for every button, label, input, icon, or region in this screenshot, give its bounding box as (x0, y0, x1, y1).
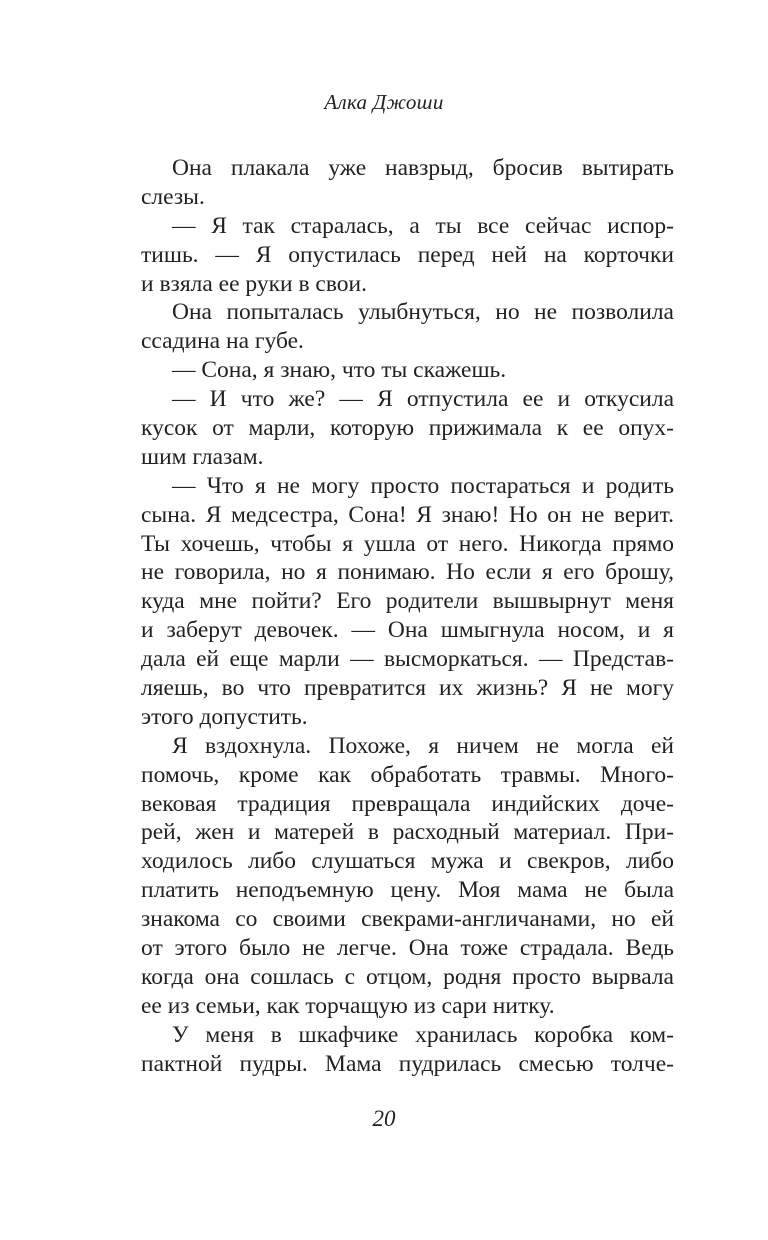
text-line: У меня в шкафчике хранилась коробка ком- (172, 1021, 674, 1048)
text-line: — Что я не могу просто постараться и родить (172, 472, 674, 499)
text-line: — И что же? — Я отпустила ее и откусила (172, 386, 674, 413)
text-line: пактной пудры. Мама пудрилась смесью толче- (141, 1050, 674, 1077)
text-line: знакома со своими свекрами-англичанами, но ей (141, 906, 674, 933)
text-line: этого допустить. (141, 703, 308, 730)
text-line: Она плакала уже навзрыд, бросив вытирать (172, 155, 674, 181)
text-line: кусок от марли, которую прижимала к ее опух- (141, 415, 674, 442)
text-line: Я вздохнула. Похоже, я ничем не могла ей (172, 732, 674, 759)
text-line: ссадина на губе. (141, 328, 304, 355)
text-line: ее из семьи, как торчащую из сари нитку. (141, 992, 555, 1019)
text-line: шим глазам. (141, 443, 264, 470)
text-line: слезы. (141, 183, 205, 210)
body-text (141, 154, 674, 1079)
text-line: куда мне пойти? Его родители вышвырнут меня (141, 588, 674, 615)
text-line: помочь, кроме как обработать травмы. Много- (141, 761, 674, 788)
text-line: ходилось либо слушаться мужа и свекров, либо (141, 848, 674, 875)
text-line: ляешь, во что превратится их жизнь? Я не могу (141, 675, 674, 702)
text-line: — Я так старалась, а ты все сейчас испор- (172, 212, 674, 239)
text-line: тишь. — Я опустилась перед ней на корточки (141, 241, 674, 268)
text-line: сына. Я медсестра, Сона! Я знаю! Но он не верит. (141, 501, 674, 528)
text-line: — Сона, я знаю, что ты скажешь. (172, 357, 507, 384)
text-line: когда она сошлась с отцом, родня просто вырвала (141, 963, 674, 990)
text-line: от этого было не легче. Она тоже страдала. Ведь (141, 935, 674, 962)
running-head: Алка Джоши (324, 90, 444, 114)
text-line: не говорила, но я понимаю. Но если я его брошу, (141, 559, 674, 586)
text-line: Ты хочешь, чтобы я ушла от него. Никогда прямо (141, 530, 674, 557)
page-number: 20 (372, 1106, 396, 1131)
text-line: рей, жен и матерей в расходный материал. При- (141, 819, 674, 846)
text-line: и взяла ее руки в свои. (141, 270, 368, 297)
text-line: вековая традиция превращала индийских доче- (141, 790, 674, 817)
text-line: дала ей еще марли — высморкаться. — Представ- (141, 646, 674, 673)
text-line: и заберут девочек. — Она шмыгнула носом, и я (141, 617, 674, 644)
text-line: Она попыталась улыбнуться, но не позволила (172, 299, 674, 326)
text-line: платить неподъемную цену. Моя мама не была (141, 877, 674, 904)
